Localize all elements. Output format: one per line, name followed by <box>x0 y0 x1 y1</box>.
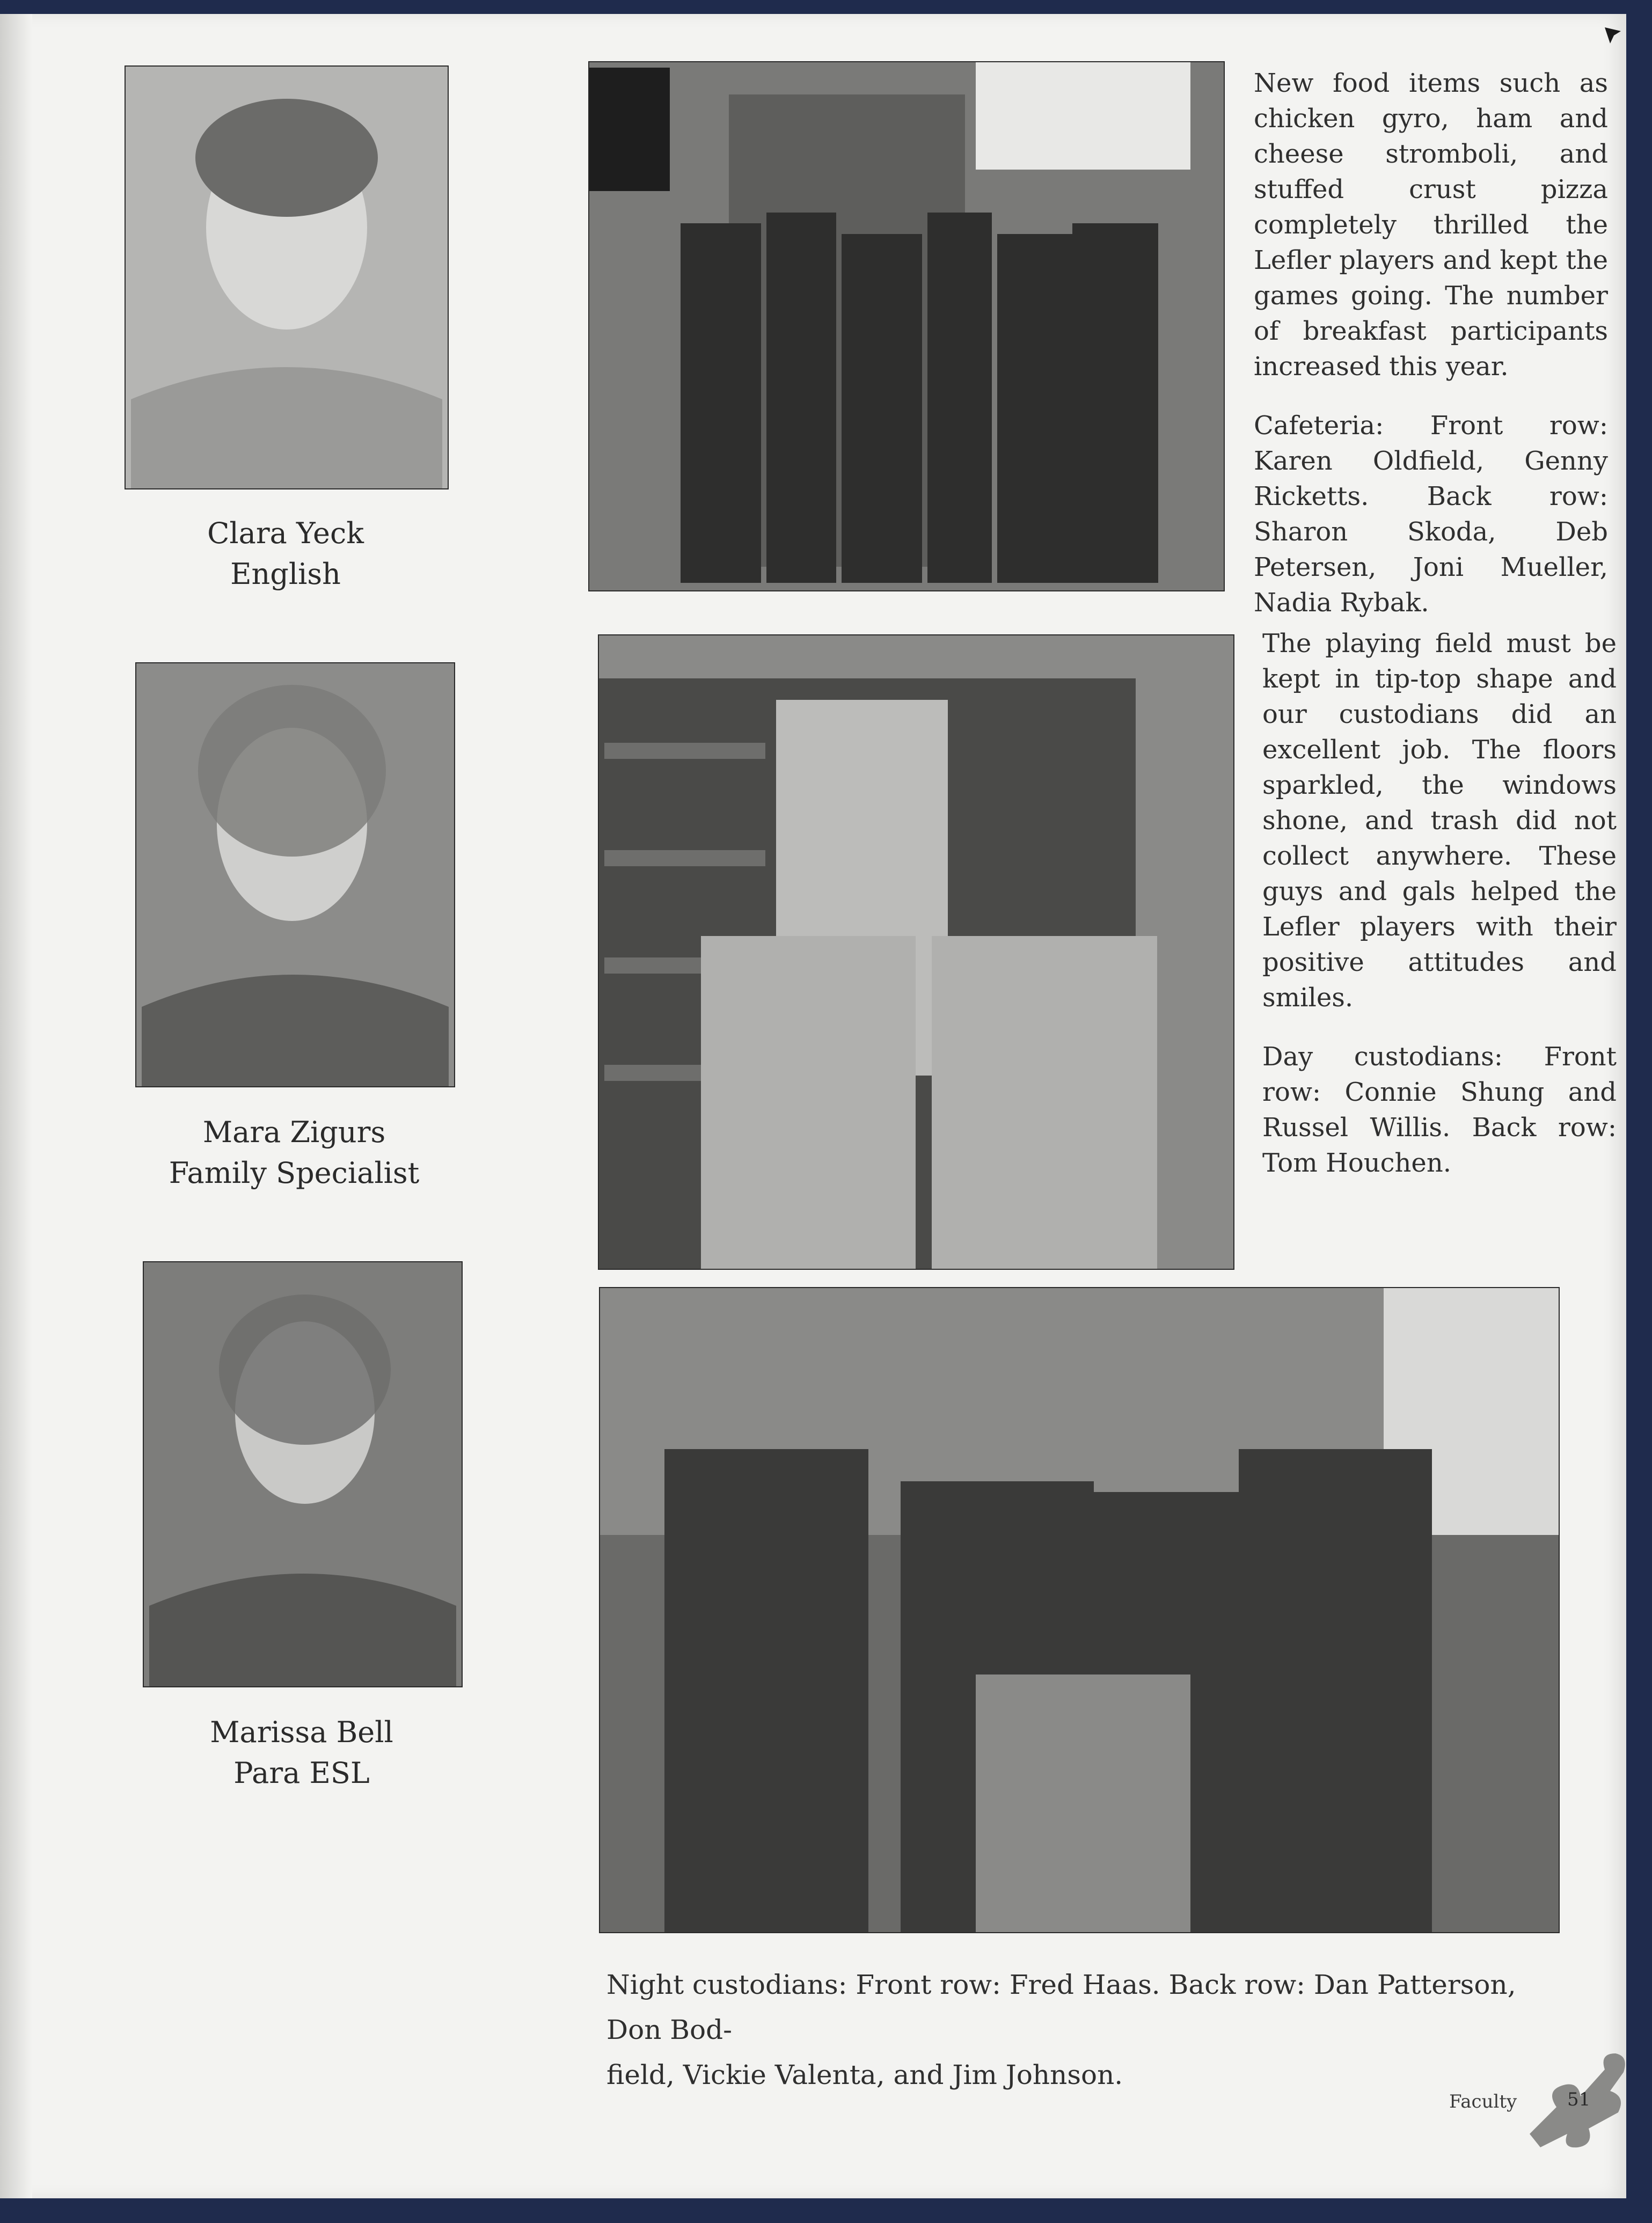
cafeteria-caption: Cafeteria: Front row: Karen Oldfield, Genny Ricketts. Back row: Sharon Skoda, Deb Petersen, Joni Mueller, Nadia Rybak. <box>1254 411 1608 618</box>
night-custodians-caption <box>606 1962 1562 2097</box>
portrait-silhouette <box>136 663 454 1086</box>
portrait-caption-1 <box>125 513 447 595</box>
cafeteria-text <box>1254 65 1608 644</box>
day-custodians-text <box>1262 626 1617 1204</box>
yearbook-page <box>0 14 1626 2198</box>
portrait-name: Mara Zigurs <box>202 1115 386 1149</box>
group-silhouettes <box>589 62 1224 590</box>
cafeteria-group-photo <box>588 61 1225 591</box>
portrait-silhouette <box>126 67 448 488</box>
portrait-caption-2 <box>135 1112 453 1194</box>
portrait-photo-mara-zigurs <box>135 662 455 1087</box>
portrait-role: Para ESL <box>233 1756 370 1790</box>
portrait-name: Marissa Bell <box>210 1715 393 1749</box>
group-silhouettes <box>600 1288 1559 1932</box>
cafeteria-paragraph: New food items such as chicken gyro, ham and cheese stromboli, and stuffed crust pizza completely thrilled the Lefler players and kept the games going. The number of breakfast participants increased this year. <box>1254 68 1608 382</box>
portrait-photo-clara-yeck <box>125 65 449 489</box>
night-custodians-caption-line-2: field, Vickie Valenta, and Jim Johnson. <box>606 2059 1123 2090</box>
portrait-caption-3 <box>143 1712 460 1794</box>
footer-section-label: Faculty <box>1449 2091 1517 2112</box>
night-custodians-caption-line-1: Night custodians: Front row: Fred Haas. Back row: Dan Patterson, Don Bod- <box>606 1969 1516 2045</box>
day-custodians-paragraph: The playing field must be kept in tip-top shape and our custodians did an excellent job. The floors sparkled, the windows shone, and trash did not collect anywhere. These guys and gals helped the Lefler players with their positive attitudes and smiles. <box>1262 628 1617 1013</box>
portrait-photo-marissa-bell <box>143 1261 463 1687</box>
day-custodians-caption: Day custodians: Front row: Connie Shung and Russel Willis. Back row: Tom Houchen. <box>1262 1042 1617 1178</box>
portrait-name: Clara Yeck <box>207 516 364 550</box>
portrait-role: Family Specialist <box>169 1156 420 1190</box>
night-custodians-photo <box>599 1287 1560 1933</box>
group-silhouettes <box>599 635 1233 1269</box>
portrait-role: English <box>230 557 341 591</box>
portrait-silhouette <box>144 1262 462 1686</box>
page-number: 51 <box>1567 2089 1591 2110</box>
page-spine-shadow <box>0 14 32 2198</box>
day-custodians-photo <box>598 634 1234 1270</box>
corner-arrow-icon <box>1602 25 1624 46</box>
